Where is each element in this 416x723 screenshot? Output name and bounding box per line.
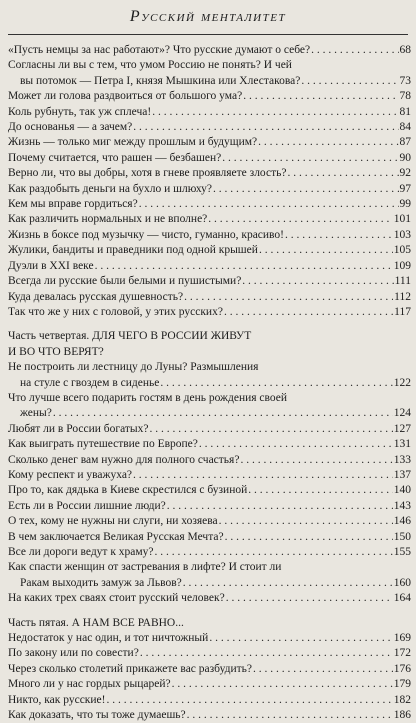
toc-entry-line (8, 105, 411, 120)
toc-entry-line (8, 376, 411, 391)
dot-leader (226, 591, 393, 606)
book-title: Русский менталитет (129, 8, 287, 25)
toc-entry-title: Дуэли в XXI веке (8, 259, 94, 272)
page-number: 68 (399, 44, 411, 56)
dot-leader (224, 305, 393, 320)
toc-entry-title: Может ли голова раздвоиться от большого ума? (8, 90, 243, 103)
toc-entry-title: Кем мы вправе гордиться? (8, 198, 138, 211)
toc-entry-title: Как выиграть путешествие по Европе? (8, 438, 198, 451)
toc-entry[interactable] (8, 89, 411, 104)
page-number: 105 (393, 244, 411, 257)
toc-entry[interactable] (8, 422, 411, 437)
toc-entry-line (8, 212, 411, 227)
toc-entry-title: До основанья — а зачем? (8, 121, 133, 134)
table-of-contents (8, 43, 411, 723)
dot-leader (243, 89, 398, 104)
dot-leader (106, 693, 392, 708)
toc-entry-title: Почему считается, что рашен — безбашен? (8, 151, 222, 164)
toc-entry-title: На каких трех сваях стоит русский человек? (8, 592, 225, 605)
toc-entry-title: Кому респект и уважуха? (8, 468, 133, 481)
toc-entry-line (8, 151, 411, 166)
toc-entry-title: Жулики, бандиты и праведники под одной крышей (8, 244, 258, 257)
toc-entry[interactable] (8, 305, 411, 320)
page-number: 172 (393, 647, 411, 660)
toc-entry[interactable] (8, 360, 411, 391)
toc-entry[interactable] (8, 274, 411, 289)
toc-entry-line (8, 708, 411, 723)
dot-leader (209, 631, 392, 646)
toc-entry-title: Любят ли в России богатых? (8, 422, 149, 435)
page-number: 182 (393, 693, 411, 706)
page-number: 160 (393, 576, 411, 589)
page-number: 150 (393, 530, 411, 543)
toc-entry-line (8, 677, 411, 692)
toc-entry-title: Много ли у нас гордых рыцарей? (8, 678, 171, 691)
toc-entry-title: Как спасти женщин от застревания в лифте? И стоит ли (8, 561, 282, 574)
toc-entry-line (8, 243, 411, 258)
toc-entry[interactable] (8, 166, 411, 181)
toc-entry-line (8, 228, 411, 243)
dot-leader (248, 483, 392, 498)
toc-entry-title: Жизнь — только миг между прошлым и будущим? (8, 136, 258, 149)
page-number: 103 (393, 228, 411, 241)
page-number: 164 (393, 592, 411, 605)
dot-leader (152, 105, 398, 120)
toc-entry[interactable] (8, 514, 411, 529)
toc-entry-line (8, 468, 411, 483)
dot-leader (222, 151, 398, 166)
toc-entry[interactable] (8, 646, 411, 661)
dot-leader (172, 677, 393, 692)
toc-entry-title: Верно ли, что вы добры, хотя в гневе проявляете злость? (8, 167, 287, 180)
page-number: 146 (393, 515, 411, 528)
dot-leader (258, 135, 398, 150)
toc-entry-title: Через сколько столетий прикажете вас разбудить? (8, 662, 252, 675)
toc-entry[interactable] (8, 631, 411, 646)
dot-leader (167, 499, 393, 514)
toc-entry-title: О тех, кому не нужны ни слуги, ни хозяева (8, 515, 218, 528)
toc-entry[interactable] (8, 212, 411, 227)
toc-entry-title: Как различить нормальных и не вполне? (8, 213, 208, 226)
dot-leader (242, 274, 393, 289)
toc-entry-line (8, 591, 411, 606)
toc-entry-title: Куда девалась русская душевность? (8, 290, 184, 303)
toc-entry-line (8, 120, 411, 135)
toc-entry[interactable] (8, 437, 411, 452)
running-header (0, 0, 416, 40)
dot-leader (225, 530, 393, 545)
page-number: 84 (399, 121, 411, 134)
page-number: 92 (399, 167, 411, 180)
dot-leader (213, 182, 398, 197)
toc-entry[interactable] (8, 182, 411, 197)
toc-entry-line (8, 662, 411, 677)
page-number: 179 (393, 678, 411, 691)
toc-entry-title: Согласны ли вы с тем, что умом Россию не понять? И чей (8, 59, 292, 72)
part-heading (8, 329, 411, 360)
dot-leader (160, 376, 392, 391)
dot-leader (139, 197, 399, 212)
dot-leader (240, 453, 392, 468)
dot-leader (301, 74, 398, 89)
toc-entry-title: Никто, как русские! (8, 693, 106, 706)
page-number: 117 (394, 305, 411, 318)
toc-entry-title: В чем заключается Великая Русская Мечта? (8, 530, 224, 543)
page-number: 124 (393, 407, 411, 420)
toc-entry-line (8, 631, 411, 646)
dot-leader (183, 576, 393, 591)
toc-entry-line (8, 406, 411, 421)
toc-entry[interactable] (8, 120, 411, 135)
page-number: 87 (399, 136, 411, 149)
page-number: 90 (399, 151, 411, 164)
page-number: 131 (393, 438, 411, 451)
toc-entry-line (8, 483, 411, 498)
toc-entry-title: Не построить ли лестницу до Луны? Размышления (8, 361, 259, 374)
page-number: 101 (393, 213, 411, 226)
toc-entry[interactable] (8, 468, 411, 483)
toc-entry-line (8, 391, 411, 406)
dot-leader (187, 708, 393, 723)
toc-entry-title: «Пусть немцы за нас работают»? Что русские думают о себе? (8, 44, 311, 56)
toc-entry-title: на стуле с гвоздем в сиденье (20, 376, 160, 389)
toc-entry-line (8, 545, 411, 560)
toc-entry-line (8, 360, 411, 375)
toc-entry-line (8, 422, 411, 437)
toc-entry-title: Недостаток у нас один, и тот ничтожный (8, 632, 209, 645)
toc-entry-line (8, 514, 411, 529)
toc-entry-line (8, 182, 411, 197)
header-rule (8, 34, 408, 35)
toc-entry-title: Как раздобыть деньги на бухло и шлюху? (8, 182, 213, 195)
page-number: 73 (399, 74, 411, 87)
part-heading (8, 616, 411, 631)
toc-entry-line (8, 43, 411, 58)
toc-entry-line (8, 560, 411, 575)
toc-entry-line (8, 135, 411, 150)
dot-leader (259, 243, 393, 258)
dot-leader (199, 437, 393, 452)
dot-leader (53, 406, 393, 421)
toc-entry-title: Что лучше всего подарить гостям в день рождения своей (8, 391, 288, 404)
toc-entry[interactable] (8, 259, 411, 274)
page-number: 112 (394, 290, 411, 303)
toc-entry-title: Так что же у них с головой, у этих русских? (8, 305, 223, 318)
toc-entry-title: Про то, как дядька в Киеве скрестился с бузиной (8, 484, 248, 497)
toc-entry[interactable] (8, 499, 411, 514)
toc-entry-line (8, 58, 411, 73)
toc-entry[interactable] (8, 530, 411, 545)
toc-entry-line (8, 693, 411, 708)
page-number: 176 (393, 662, 411, 675)
toc-entry-line (8, 197, 411, 212)
toc-entry[interactable] (8, 43, 411, 58)
dot-leader (150, 422, 393, 437)
toc-entry-line (8, 74, 411, 89)
toc-entry-line (8, 166, 411, 181)
toc-entry-title: Сколько денег вам нужно для полного счастья? (8, 453, 240, 466)
toc-entry[interactable] (8, 662, 411, 677)
toc-entry[interactable] (8, 228, 411, 243)
toc-entry[interactable] (8, 135, 411, 150)
page-number: 137 (393, 468, 411, 481)
page-number: 81 (399, 105, 411, 118)
toc-entry-line (8, 305, 411, 320)
toc-entry[interactable] (8, 560, 411, 591)
dot-leader (287, 166, 398, 181)
toc-entry[interactable] (8, 151, 411, 166)
toc-entry[interactable] (8, 453, 411, 468)
page-number: 109 (393, 259, 411, 272)
toc-entry-title: Как доказать, что ты тоже думаешь? (8, 709, 186, 722)
toc-entry-title: жены? (20, 407, 52, 420)
toc-entry-line (8, 576, 411, 591)
toc-entry-title: вы потомок — Петра I, князя Мышкина или Хлестакова? (20, 74, 301, 87)
toc-entry-line (8, 437, 411, 452)
toc-entry-title: Всегда ли русские были белыми и пушистыми? (8, 275, 242, 288)
toc-entry-title: Все ли дороги ведут к храму? (8, 546, 154, 558)
toc-entry-title: Коль рубнуть, так уж сплеча! (8, 105, 152, 118)
dot-leader (133, 468, 393, 483)
toc-entry[interactable] (8, 693, 411, 708)
toc-entry[interactable] (8, 591, 411, 606)
toc-entry-title: По закону или по совести? (8, 647, 139, 660)
toc-entry[interactable] (8, 545, 411, 560)
page-number: 169 (393, 632, 411, 645)
dot-leader (95, 259, 393, 274)
page-number: 97 (399, 182, 411, 195)
dot-leader (133, 120, 398, 135)
dot-leader (184, 290, 393, 305)
page-number: 186 (393, 709, 411, 722)
dot-leader (311, 43, 398, 58)
page-number: 143 (393, 499, 411, 512)
toc-entry[interactable] (8, 483, 411, 498)
page-number: 133 (393, 453, 411, 466)
toc-entry[interactable] (8, 391, 411, 422)
toc-entry[interactable] (8, 243, 411, 258)
toc-entry[interactable] (8, 58, 411, 89)
dot-leader (208, 212, 392, 227)
toc-entry-line (8, 530, 411, 545)
toc-entry-line (8, 259, 411, 274)
dot-leader (253, 662, 393, 677)
toc-entry[interactable] (8, 105, 411, 120)
page-number: 127 (393, 422, 411, 435)
dot-leader (285, 228, 393, 243)
toc-entry-line (8, 499, 411, 514)
page-number: 122 (393, 376, 411, 389)
toc-entry-line (8, 453, 411, 468)
toc-entry-title: Ракам выходить замуж за Львов? (20, 576, 182, 589)
page-number: 155 (393, 546, 411, 558)
page-number: 78 (399, 90, 411, 103)
toc-entry-line (8, 89, 411, 104)
toc-entry-line (8, 646, 411, 661)
toc-entry[interactable] (8, 290, 411, 305)
dot-leader (140, 646, 393, 661)
dot-leader (155, 545, 393, 560)
part-heading-line: Часть пятая. А НАМ ВСЕ РАВНО... (8, 616, 184, 629)
toc-entry[interactable] (8, 677, 411, 692)
page-number: 99 (399, 198, 411, 211)
toc-entry[interactable] (8, 708, 411, 723)
part-heading-line: И ВО ЧТО ВЕРЯТ? (8, 345, 104, 358)
toc-entry-title: Есть ли в России лишние люди? (8, 499, 166, 512)
toc-entry-title: Жизнь в боксе под музычку — чисто, гуманно, красиво! (8, 228, 284, 241)
toc-entry-line (8, 290, 411, 305)
toc-entry-line (8, 274, 411, 289)
dot-leader (219, 514, 393, 529)
toc-entry[interactable] (8, 197, 411, 212)
page-number: 111 (394, 275, 411, 288)
page-number: 140 (393, 484, 411, 497)
part-heading-line: Часть четвертая. ДЛЯ ЧЕГО В РОССИИ ЖИВУТ (8, 330, 252, 343)
